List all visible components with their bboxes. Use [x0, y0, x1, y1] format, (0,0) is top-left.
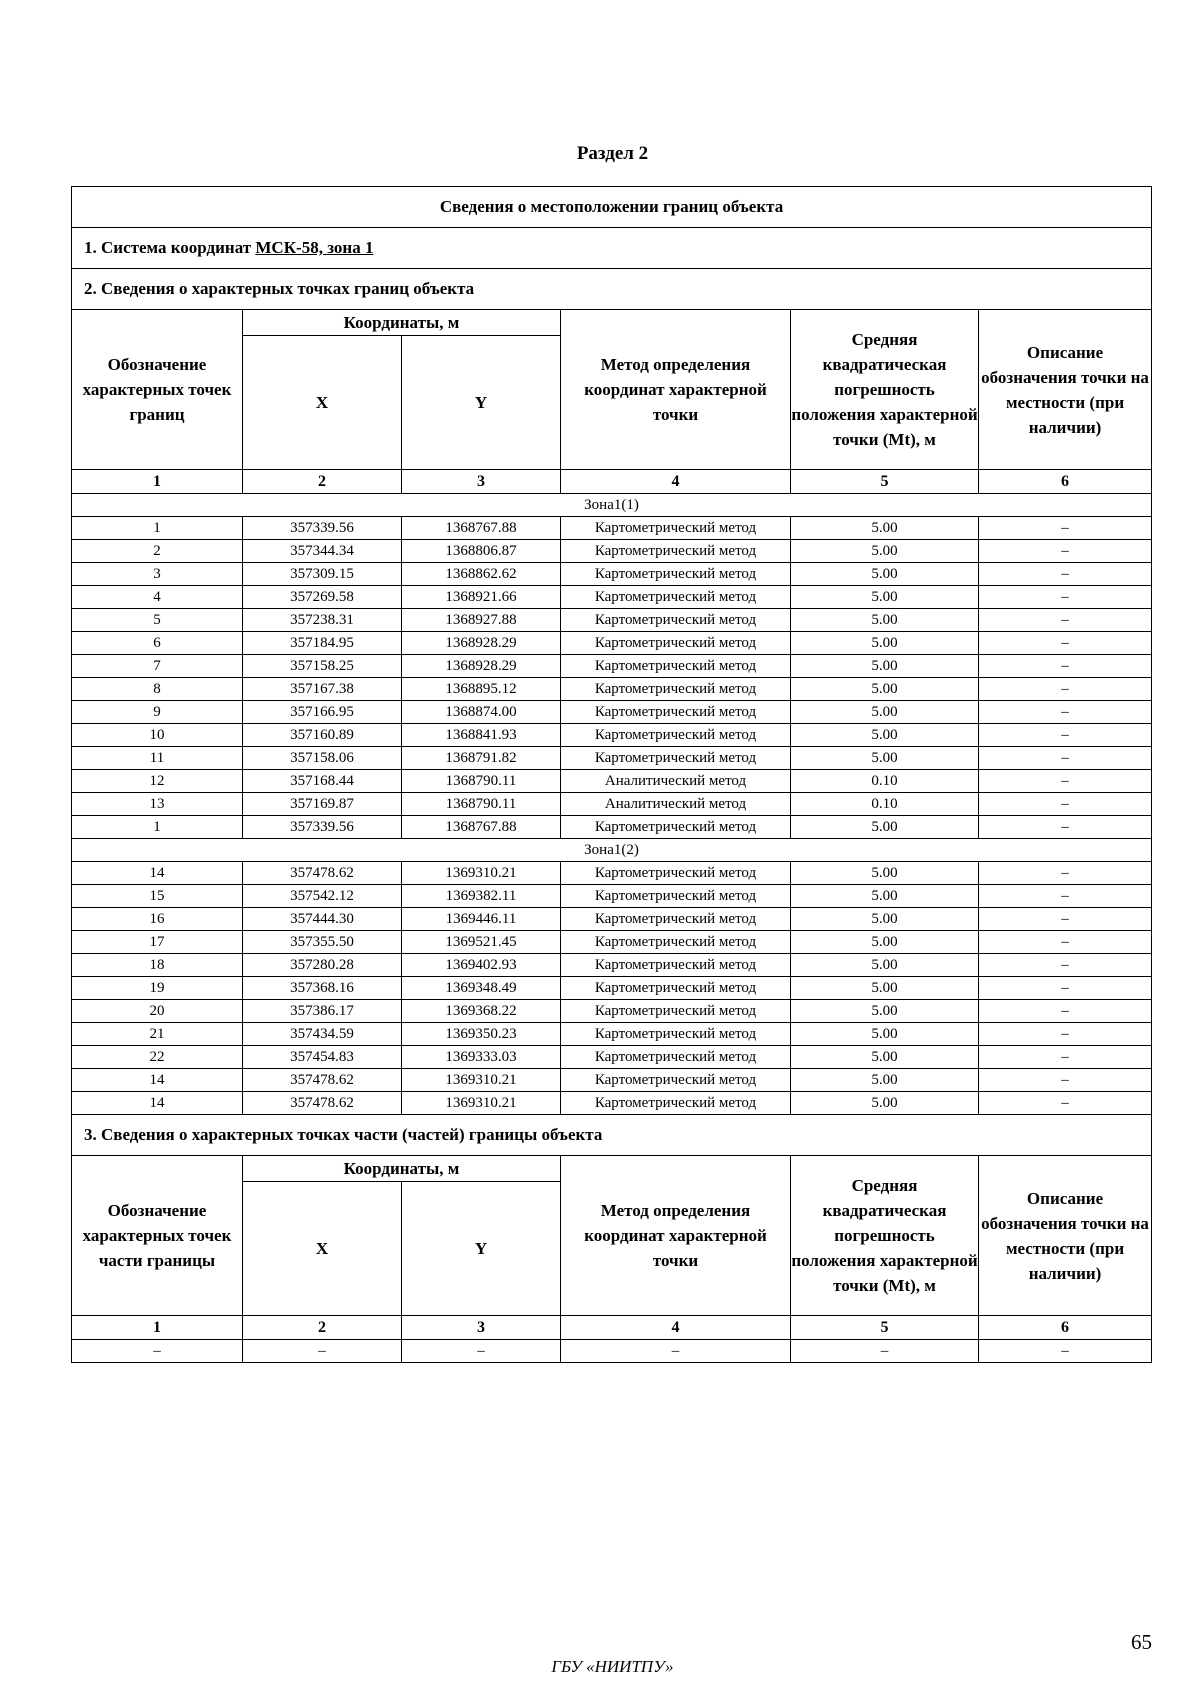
error-value: 5.00: [791, 954, 979, 977]
method-value: Картометрический метод: [561, 701, 791, 724]
table-row: [72, 1000, 1152, 1023]
point-id: 12: [72, 770, 243, 793]
x-value: 357339.56: [243, 517, 402, 540]
description-value: –: [979, 862, 1152, 885]
x-value: 357478.62: [243, 1092, 402, 1115]
point-id: 16: [72, 908, 243, 931]
x-value: 357269.58: [243, 586, 402, 609]
y-value: 1369368.22: [402, 1000, 561, 1023]
col-number: 1: [72, 1316, 243, 1340]
point-id: 13: [72, 793, 243, 816]
x-header: X: [243, 1182, 402, 1316]
description-value: –: [979, 517, 1152, 540]
parts-heading: 3. Сведения о характерных точках части (частей) границы объекта: [72, 1115, 1152, 1156]
y-value: 1368874.00: [402, 701, 561, 724]
method-value: Аналитический метод: [561, 770, 791, 793]
description-value: –: [979, 793, 1152, 816]
point-id: 19: [72, 977, 243, 1000]
y-value: 1368928.29: [402, 632, 561, 655]
description-value: –: [979, 770, 1152, 793]
zone-label: Зона1(2): [72, 839, 1152, 862]
method-value: Картометрический метод: [561, 632, 791, 655]
error-value: 5.00: [791, 1069, 979, 1092]
x-value: 357169.87: [243, 793, 402, 816]
x-value: 357167.38: [243, 678, 402, 701]
point-id: 14: [72, 1069, 243, 1092]
point-id: 18: [72, 954, 243, 977]
point-id: 9: [72, 701, 243, 724]
y-value: 1368895.12: [402, 678, 561, 701]
y-header: Y: [402, 336, 561, 470]
point-id: 6: [72, 632, 243, 655]
coord-system-value: МСК-58, зона 1: [255, 238, 374, 257]
y-value: 1368806.87: [402, 540, 561, 563]
error-value: 5.00: [791, 747, 979, 770]
y-value: 1369310.21: [402, 1092, 561, 1115]
description-header: Описание обозначения точки на местности (при наличии): [979, 310, 1152, 470]
point-id: 17: [72, 931, 243, 954]
method-value: Картометрический метод: [561, 954, 791, 977]
error-value: 5.00: [791, 586, 979, 609]
method-value: Картометрический метод: [561, 1046, 791, 1069]
y-value: 1368767.88: [402, 816, 561, 839]
x-value: 357158.06: [243, 747, 402, 770]
column-number-row: [72, 1316, 1152, 1340]
point-id: 3: [72, 563, 243, 586]
table-row: [72, 540, 1152, 563]
method-value: Картометрический метод: [561, 908, 791, 931]
table-row: [72, 793, 1152, 816]
y-value: 1369348.49: [402, 977, 561, 1000]
method-value: Картометрический метод: [561, 747, 791, 770]
col-number: 6: [979, 1316, 1152, 1340]
y-value: 1368927.88: [402, 609, 561, 632]
table-row: [72, 954, 1152, 977]
y-value: 1369402.93: [402, 954, 561, 977]
description-value: –: [979, 747, 1152, 770]
error-value: 5.00: [791, 1000, 979, 1023]
table-row: [72, 816, 1152, 839]
table-row: [72, 770, 1152, 793]
col-number: 1: [72, 470, 243, 494]
method-value: Картометрический метод: [561, 586, 791, 609]
error-value: 5.00: [791, 1023, 979, 1046]
description-value: –: [979, 655, 1152, 678]
zone-row: [72, 494, 1152, 517]
x-value: 357158.25: [243, 655, 402, 678]
point-id: 8: [72, 678, 243, 701]
point-id: 7: [72, 655, 243, 678]
method-value: Картометрический метод: [561, 862, 791, 885]
description-value: –: [979, 931, 1152, 954]
y-value: 1369310.21: [402, 1069, 561, 1092]
description-value: –: [979, 724, 1152, 747]
x-value: 357339.56: [243, 816, 402, 839]
description-value: –: [979, 908, 1152, 931]
description-value: –: [979, 1046, 1152, 1069]
y-value: 1369350.23: [402, 1023, 561, 1046]
points-heading: 2. Сведения о характерных точках границ объекта: [72, 269, 1152, 310]
table-row: [72, 1092, 1152, 1115]
table-row: [72, 1069, 1152, 1092]
description-value: –: [979, 1000, 1152, 1023]
x-value: 357434.59: [243, 1023, 402, 1046]
x-header: X: [243, 336, 402, 470]
error-value: –: [791, 1340, 979, 1363]
col-number: 5: [791, 470, 979, 494]
error-header: Средняя квадратическая погрешность положения характерной точки (Mt), м: [791, 310, 979, 470]
description-value: –: [979, 609, 1152, 632]
x-value: 357184.95: [243, 632, 402, 655]
error-value: 5.00: [791, 977, 979, 1000]
error-header: Средняя квадратическая погрешность положения характерной точки (Mt), м: [791, 1156, 979, 1316]
col-number: 3: [402, 1316, 561, 1340]
method-header: Метод определения координат характерной точки: [561, 310, 791, 470]
error-value: 5.00: [791, 678, 979, 701]
method-value: Картометрический метод: [561, 816, 791, 839]
footer-org: ГБУ «НИИТПУ»: [551, 1657, 674, 1676]
error-value: 5.00: [791, 655, 979, 678]
error-value: 5.00: [791, 816, 979, 839]
error-value: 5.00: [791, 885, 979, 908]
error-value: 5.00: [791, 609, 979, 632]
method-value: Картометрический метод: [561, 724, 791, 747]
method-value: Картометрический метод: [561, 1023, 791, 1046]
point-id: 2: [72, 540, 243, 563]
coord-system-row: [72, 228, 1152, 269]
method-header: Метод определения координат характерной точки: [561, 1156, 791, 1316]
y-value: 1369446.11: [402, 908, 561, 931]
method-value: Картометрический метод: [561, 1092, 791, 1115]
col-number: 2: [243, 470, 402, 494]
description-value: –: [979, 816, 1152, 839]
y-header: Y: [402, 1182, 561, 1316]
error-value: 5.00: [791, 517, 979, 540]
method-value: –: [561, 1340, 791, 1363]
x-value: 357386.17: [243, 1000, 402, 1023]
point-id: 5: [72, 609, 243, 632]
description-value: –: [979, 540, 1152, 563]
description-value: –: [979, 954, 1152, 977]
description-value: –: [979, 1023, 1152, 1046]
error-value: 5.00: [791, 724, 979, 747]
y-value: 1368791.82: [402, 747, 561, 770]
method-value: Картометрический метод: [561, 931, 791, 954]
x-value: 357478.62: [243, 1069, 402, 1092]
x-value: 357542.12: [243, 885, 402, 908]
description-value: –: [979, 1340, 1152, 1363]
x-value: 357160.89: [243, 724, 402, 747]
y-value: –: [402, 1340, 561, 1363]
table-row: [72, 517, 1152, 540]
y-value: 1369521.45: [402, 931, 561, 954]
x-value: 357238.31: [243, 609, 402, 632]
point-id: 4: [72, 586, 243, 609]
coords-header: Координаты, м: [243, 1156, 561, 1182]
point-id: 14: [72, 1092, 243, 1115]
point-id: 11: [72, 747, 243, 770]
description-value: –: [979, 885, 1152, 908]
method-value: Картометрический метод: [561, 885, 791, 908]
error-value: 0.10: [791, 793, 979, 816]
col-number: 4: [561, 470, 791, 494]
point-id: 21: [72, 1023, 243, 1046]
method-value: Картометрический метод: [561, 977, 791, 1000]
point-id: 1: [72, 816, 243, 839]
method-value: Аналитический метод: [561, 793, 791, 816]
table-row: [72, 1046, 1152, 1069]
x-value: –: [243, 1340, 402, 1363]
section-title: Раздел 2: [576, 143, 649, 164]
x-value: 357280.28: [243, 954, 402, 977]
x-value: 357454.83: [243, 1046, 402, 1069]
table-row: [72, 678, 1152, 701]
table-row: [72, 724, 1152, 747]
table-row: [72, 609, 1152, 632]
x-value: 357309.15: [243, 563, 402, 586]
error-value: 5.00: [791, 931, 979, 954]
method-value: Картометрический метод: [561, 540, 791, 563]
y-value: 1368928.29: [402, 655, 561, 678]
y-value: 1368862.62: [402, 563, 561, 586]
error-value: 5.00: [791, 1092, 979, 1115]
coord-system-prefix: 1. Система координат: [84, 238, 256, 257]
error-value: 5.00: [791, 632, 979, 655]
y-value: 1368790.11: [402, 793, 561, 816]
description-value: –: [979, 1069, 1152, 1092]
y-value: 1369333.03: [402, 1046, 561, 1069]
table-row: [72, 862, 1152, 885]
description-value: –: [979, 678, 1152, 701]
table-row: [72, 977, 1152, 1000]
col-number: 6: [979, 470, 1152, 494]
main-title: Сведения о местоположении границ объекта: [72, 187, 1152, 228]
description-value: –: [979, 632, 1152, 655]
x-value: 357355.50: [243, 931, 402, 954]
y-value: 1368841.93: [402, 724, 561, 747]
point-id: –: [72, 1340, 243, 1363]
boundary-table: [71, 186, 1152, 1363]
y-value: 1368790.11: [402, 770, 561, 793]
y-value: 1368921.66: [402, 586, 561, 609]
method-value: Картометрический метод: [561, 1069, 791, 1092]
col-number: 4: [561, 1316, 791, 1340]
table-row: [72, 655, 1152, 678]
error-value: 5.00: [791, 908, 979, 931]
point-id: 22: [72, 1046, 243, 1069]
method-value: Картометрический метод: [561, 1000, 791, 1023]
method-value: Картометрический метод: [561, 678, 791, 701]
description-value: –: [979, 586, 1152, 609]
point-id: 14: [72, 862, 243, 885]
error-value: 5.00: [791, 1046, 979, 1069]
error-value: 5.00: [791, 862, 979, 885]
table-row: [72, 586, 1152, 609]
table-row: [72, 885, 1152, 908]
col-number: 3: [402, 470, 561, 494]
method-value: Картометрический метод: [561, 655, 791, 678]
page-number: 65: [1131, 1630, 1152, 1654]
table-row: [72, 701, 1152, 724]
designation-part-header: Обозначение характерных точек части границы: [72, 1156, 243, 1316]
description-value: –: [979, 977, 1152, 1000]
table-row: [72, 1340, 1152, 1363]
table-row: [72, 931, 1152, 954]
point-id: 10: [72, 724, 243, 747]
point-id: 20: [72, 1000, 243, 1023]
table-row: [72, 1023, 1152, 1046]
point-id: 1: [72, 517, 243, 540]
error-value: 5.00: [791, 701, 979, 724]
method-value: Картометрический метод: [561, 563, 791, 586]
point-id: 15: [72, 885, 243, 908]
x-value: 357478.62: [243, 862, 402, 885]
table-row: [72, 563, 1152, 586]
col-number: 5: [791, 1316, 979, 1340]
coords-header: Координаты, м: [243, 310, 561, 336]
y-value: 1368767.88: [402, 517, 561, 540]
x-value: 357344.34: [243, 540, 402, 563]
description-value: –: [979, 563, 1152, 586]
column-number-row: [72, 470, 1152, 494]
table-row: [72, 747, 1152, 770]
y-value: 1369382.11: [402, 885, 561, 908]
table-row: [72, 632, 1152, 655]
x-value: 357444.30: [243, 908, 402, 931]
method-value: Картометрический метод: [561, 609, 791, 632]
description-value: –: [979, 701, 1152, 724]
error-value: 5.00: [791, 563, 979, 586]
error-value: 0.10: [791, 770, 979, 793]
x-value: 357168.44: [243, 770, 402, 793]
designation-header: Обозначение характерных точек границ: [72, 310, 243, 470]
zone-row: [72, 839, 1152, 862]
description-value: –: [979, 1092, 1152, 1115]
error-value: 5.00: [791, 540, 979, 563]
y-value: 1369310.21: [402, 862, 561, 885]
x-value: 357166.95: [243, 701, 402, 724]
x-value: 357368.16: [243, 977, 402, 1000]
col-number: 2: [243, 1316, 402, 1340]
method-value: Картометрический метод: [561, 517, 791, 540]
zone-label: Зона1(1): [72, 494, 1152, 517]
table-row: [72, 908, 1152, 931]
description-header: Описание обозначения точки на местности (при наличии): [979, 1156, 1152, 1316]
